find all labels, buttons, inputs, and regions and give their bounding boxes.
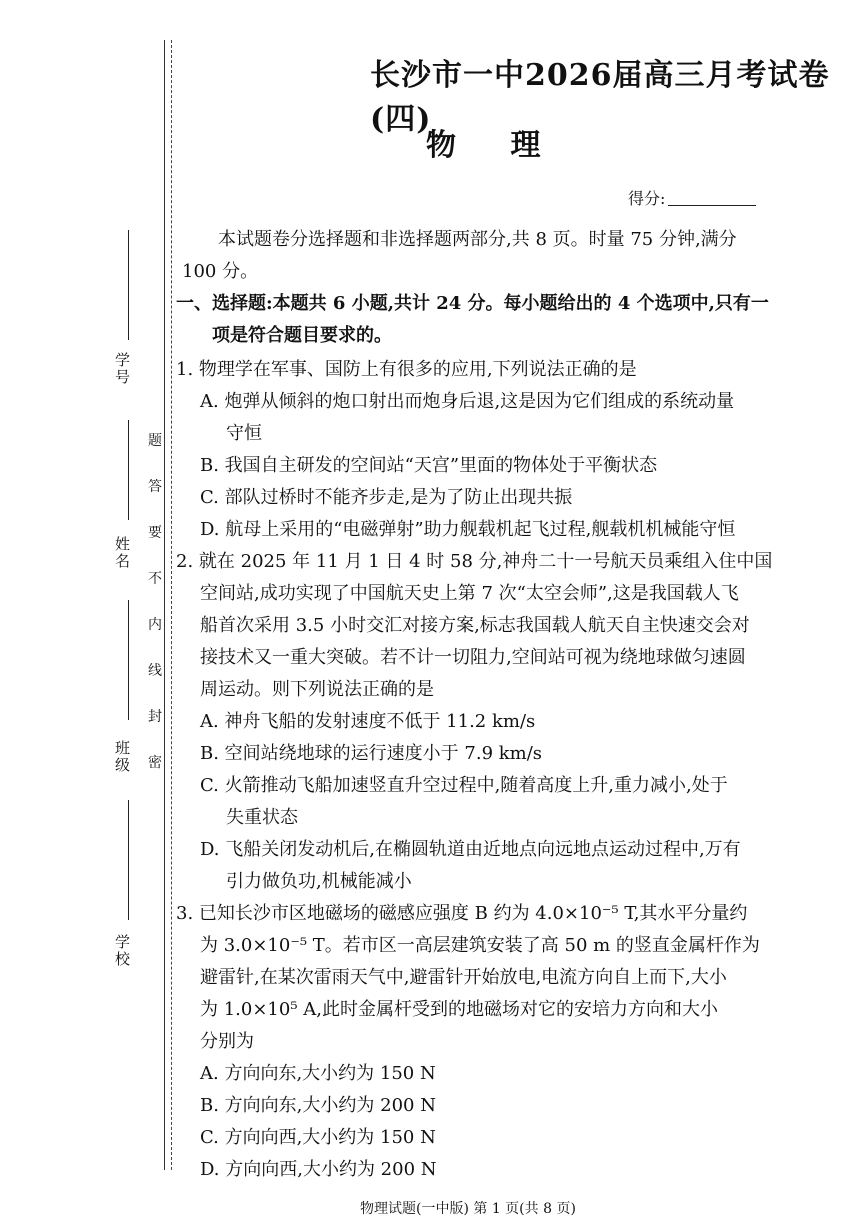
q1-option-a: A. 炮弹从倾斜的炮口射出而炮身后退,这是因为它们组成的系统动量 [200,391,735,412]
name-label: 姓名 [113,536,131,570]
binding-line [164,40,165,1170]
q1-option-b: B. 我国自主研发的空间站“天宫”里面的物体处于平衡状态 [200,455,658,476]
q2-option-a: A. 神舟飞船的发射速度不低于 11.2 km/s [200,711,536,732]
seal-char: 线 [148,663,162,679]
q3-option-a: A. 方向向东,大小约为 150 N [200,1063,436,1084]
q2-option-c-cont: 失重状态 [226,807,298,828]
q2-option-d-cont: 引力做负功,机械能减小 [226,871,412,892]
q3-option-c: C. 方向向西,大小约为 150 N [200,1127,436,1148]
name-line [128,420,129,520]
question-3-stem: 避雷针,在某次雷雨天气中,避雷针开始放电,电流方向自上而下,大小 [200,967,727,988]
page-footer: 物理试题(一中版) 第 1 页(共 8 页) [360,1201,576,1217]
question-2-stem: 船首次采用 3.5 小时交汇对接方案,标志我国载人航天自主快速交会对 [200,615,750,636]
q2-option-b: B. 空间站绕地球的运行速度小于 7.9 km/s [200,743,543,764]
exam-title: 长沙市一中2026届高三月考试卷(四) [370,58,830,137]
question-2-stem: 2. 就在 2025 年 11 月 1 日 4 时 58 分,神舟二十一号航天员乘组入住中国 [176,551,773,572]
student-id-line [128,230,129,340]
school-line [128,800,129,920]
question-3-stem: 3. 已知长沙市区地磁场的磁感应强度 B 约为 4.0×10⁻⁵ T,其水平分量约 [176,903,748,924]
seal-char: 题 [148,433,162,449]
q3-option-b: B. 方向向东,大小约为 200 N [200,1095,436,1116]
intro-line: 本试题卷分选择题和非选择题两部分,共 8 页。时量 75 分钟,满分 [218,229,737,250]
question-3-stem: 为 3.0×10⁻⁵ T。若市区一高层建筑安装了高 50 m 的竖直金属杆作为 [200,935,760,956]
seal-char: 内 [148,617,162,633]
question-2-stem: 接技术又一重大突破。若不计一切阻力,空间站可视为绕地球做匀速圆 [200,647,746,668]
question-1-stem: 1. 物理学在军事、国防上有很多的应用,下列说法正确的是 [176,359,637,380]
intro-line: 100 分。 [182,261,259,282]
section-heading: 一、选择题:本题共 6 小题,共计 24 分。每小题给出的 4 个选项中,只有一 [176,293,769,314]
section-heading: 项是符合题目要求的。 [212,325,392,346]
q1-option-a-cont: 守恒 [226,423,262,444]
seal-char: 密 [148,755,162,771]
question-2-stem: 空间站,成功实现了中国航天史上第 7 次“太空会师”,这是我国载人飞 [200,583,739,604]
q3-option-d: D. 方向向西,大小约为 200 N [200,1159,437,1180]
question-2-stem: 周运动。则下列说法正确的是 [200,679,434,700]
q1-option-d: D. 航母上采用的“电磁弹射”助力舰载机起飞过程,舰载机机械能守恒 [200,519,736,540]
score-blank [668,205,756,206]
question-3-stem: 分别为 [200,1031,254,1052]
q2-option-d: D. 飞船关闭发动机后,在椭圆轨道由近地点向远地点运动过程中,万有 [200,839,741,860]
seal-char: 答 [148,479,162,495]
subject-title: 物 理 [426,128,563,163]
student-id-label: 学号 [113,352,131,386]
seal-char: 封 [148,709,162,725]
class-label: 班级 [113,740,131,774]
q1-option-c: C. 部队过桥时不能齐步走,是为了防止出现共振 [200,487,573,508]
seal-char: 不 [148,571,162,587]
question-3-stem: 为 1.0×10⁵ A,此时金属杆受到的地磁场对它的安培力方向和大小 [200,999,718,1020]
school-label: 学校 [113,934,131,968]
seal-char: 要 [148,525,162,541]
score-label: 得分: [628,189,666,208]
q2-option-c: C. 火箭推动飞船加速竖直升空过程中,随着高度上升,重力减小,处于 [200,775,728,796]
class-line [128,600,129,720]
seal-dashed-line [171,40,172,1170]
